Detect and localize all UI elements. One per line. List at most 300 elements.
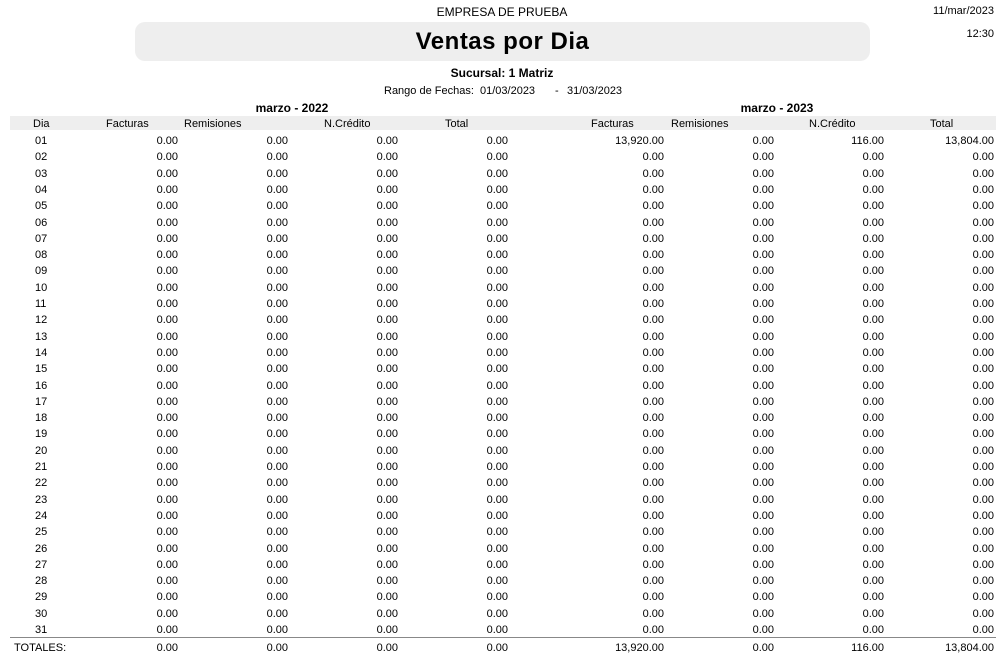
day-cell: 10 (35, 282, 48, 294)
value-cell: 0.00 (486, 380, 508, 392)
day-cell: 15 (35, 363, 48, 375)
value-cell: 0.00 (266, 428, 288, 440)
value-cell: 0.00 (156, 380, 178, 392)
value-cell: 0.00 (376, 510, 398, 522)
value-cell: 0.00 (972, 184, 994, 196)
value-cell: 0.00 (972, 559, 994, 571)
day-cell: 02 (35, 151, 48, 163)
value-cell: 0.00 (266, 494, 288, 506)
value-cell: 0.00 (972, 282, 994, 294)
value-cell: 0.00 (642, 624, 664, 636)
value-cell: 0.00 (752, 494, 774, 506)
value-cell: 0.00 (642, 233, 664, 245)
day-cell: 03 (35, 168, 48, 180)
value-cell: 0.00 (156, 331, 178, 343)
value-cell: 0.00 (156, 494, 178, 506)
value-cell: 0.00 (752, 412, 774, 424)
value-cell: 0.00 (972, 265, 994, 277)
value-cell: 0.00 (376, 412, 398, 424)
date-range-label: Rango de Fechas: (384, 85, 474, 97)
value-cell: 0.00 (486, 396, 508, 408)
value-cell: 0.00 (156, 461, 178, 473)
value-cell: 0.00 (642, 559, 664, 571)
value-cell: 0.00 (752, 591, 774, 603)
day-cell: 17 (35, 396, 48, 408)
column-header-facturas-2022: Facturas (106, 118, 149, 130)
value-cell: 0.00 (376, 526, 398, 538)
value-cell: 0.00 (486, 282, 508, 294)
value-cell: 0.00 (376, 217, 398, 229)
value-cell: 0.00 (642, 347, 664, 359)
value-cell: 0.00 (376, 249, 398, 261)
value-cell: 0.00 (972, 543, 994, 555)
value-cell: 0.00 (862, 282, 884, 294)
value-cell: 0.00 (752, 624, 774, 636)
value-cell: 0.00 (642, 575, 664, 587)
value-cell: 0.00 (972, 608, 994, 620)
value-cell: 0.00 (752, 168, 774, 180)
value-cell: 0.00 (266, 184, 288, 196)
value-cell: 0.00 (156, 445, 178, 457)
value-cell: 0.00 (642, 265, 664, 277)
day-cell: 24 (35, 510, 48, 522)
day-cell: 05 (35, 200, 48, 212)
day-cell: 11 (35, 298, 47, 310)
period-left-header: marzo - 2022 (255, 101, 329, 115)
day-cell: 22 (35, 477, 48, 489)
value-cell: 0.00 (376, 559, 398, 571)
value-cell: 0.00 (642, 249, 664, 261)
print-date: 11/mar/2023 (933, 5, 994, 17)
value-cell: 0.00 (266, 624, 288, 636)
value-cell: 0.00 (156, 363, 178, 375)
value-cell: 0.00 (266, 200, 288, 212)
value-cell: 0.00 (156, 591, 178, 603)
value-cell: 0.00 (862, 543, 884, 555)
date-range-separator: - (555, 85, 559, 97)
value-cell: 0.00 (752, 298, 774, 310)
value-cell: 0.00 (486, 477, 508, 489)
branch-label: Sucursal: 1 Matriz (450, 66, 554, 80)
value-cell: 0.00 (972, 380, 994, 392)
value-cell: 0.00 (376, 608, 398, 620)
day-cell: 30 (35, 608, 48, 620)
day-cell: 14 (35, 347, 48, 359)
value-cell: 0.00 (376, 575, 398, 587)
value-cell: 0.00 (156, 282, 178, 294)
value-cell: 0.00 (972, 526, 994, 538)
value-cell: 0.00 (266, 445, 288, 457)
value-cell: 13,920.00 (615, 135, 664, 147)
date-range-to: 31/03/2023 (567, 85, 623, 97)
value-cell: 0.00 (862, 445, 884, 457)
total-value-cell: 13,804.00 (945, 642, 994, 654)
value-cell: 0.00 (862, 477, 884, 489)
total-value-cell: 0.00 (156, 642, 178, 654)
value-cell: 0.00 (752, 428, 774, 440)
totals-label: TOTALES: (14, 642, 67, 654)
value-cell: 0.00 (752, 396, 774, 408)
value-cell: 0.00 (156, 477, 178, 489)
value-cell: 0.00 (752, 461, 774, 473)
total-value-cell: 0.00 (752, 642, 774, 654)
value-cell: 0.00 (752, 151, 774, 163)
value-cell: 0.00 (486, 428, 508, 440)
value-cell: 0.00 (376, 135, 398, 147)
column-header-total-2023: Total (930, 118, 954, 130)
value-cell: 0.00 (862, 608, 884, 620)
value-cell: 0.00 (752, 608, 774, 620)
value-cell: 0.00 (486, 249, 508, 261)
value-cell: 0.00 (752, 265, 774, 277)
day-cell: 19 (35, 428, 48, 440)
value-cell: 0.00 (972, 575, 994, 587)
value-cell: 0.00 (972, 168, 994, 180)
value-cell: 0.00 (266, 396, 288, 408)
column-header-facturas-2023: Facturas (591, 118, 634, 130)
value-cell: 0.00 (486, 559, 508, 571)
value-cell: 0.00 (642, 526, 664, 538)
value-cell: 0.00 (972, 331, 994, 343)
value-cell: 0.00 (156, 559, 178, 571)
day-cell: 07 (35, 233, 48, 245)
value-cell: 0.00 (266, 575, 288, 587)
value-cell: 0.00 (752, 282, 774, 294)
value-cell: 0.00 (156, 347, 178, 359)
value-cell: 0.00 (266, 331, 288, 343)
value-cell: 0.00 (642, 298, 664, 310)
total-value-cell: 13,920.00 (615, 642, 664, 654)
value-cell: 0.00 (972, 233, 994, 245)
value-cell: 0.00 (642, 380, 664, 392)
value-cell: 0.00 (642, 314, 664, 326)
day-cell: 28 (35, 575, 48, 587)
value-cell: 0.00 (862, 331, 884, 343)
value-cell: 0.00 (266, 477, 288, 489)
value-cell: 0.00 (156, 298, 178, 310)
value-cell: 0.00 (972, 217, 994, 229)
value-cell: 0.00 (486, 135, 508, 147)
value-cell: 0.00 (486, 217, 508, 229)
value-cell: 0.00 (266, 249, 288, 261)
value-cell: 0.00 (376, 477, 398, 489)
total-value-cell: 0.00 (266, 642, 288, 654)
value-cell: 0.00 (486, 412, 508, 424)
value-cell: 0.00 (376, 347, 398, 359)
value-cell: 0.00 (376, 461, 398, 473)
value-cell: 0.00 (862, 526, 884, 538)
value-cell: 0.00 (752, 331, 774, 343)
value-cell: 0.00 (862, 624, 884, 636)
value-cell: 0.00 (642, 461, 664, 473)
value-cell: 0.00 (486, 608, 508, 620)
value-cell: 0.00 (972, 249, 994, 261)
value-cell: 0.00 (972, 510, 994, 522)
value-cell: 0.00 (156, 526, 178, 538)
value-cell: 0.00 (972, 494, 994, 506)
value-cell: 0.00 (486, 543, 508, 555)
value-cell: 0.00 (972, 200, 994, 212)
value-cell: 0.00 (486, 591, 508, 603)
column-header-total-2022: Total (445, 118, 469, 130)
value-cell: 0.00 (376, 184, 398, 196)
value-cell: 0.00 (266, 380, 288, 392)
value-cell: 0.00 (752, 233, 774, 245)
value-cell: 0.00 (376, 445, 398, 457)
value-cell: 0.00 (486, 298, 508, 310)
value-cell: 0.00 (752, 347, 774, 359)
day-cell: 04 (35, 184, 48, 196)
value-cell: 0.00 (972, 477, 994, 489)
value-cell: 0.00 (486, 331, 508, 343)
value-cell: 0.00 (642, 217, 664, 229)
column-header-remisiones-2022: Remisiones (184, 118, 242, 130)
column-header-remisiones-2023: Remisiones (671, 118, 729, 130)
value-cell: 0.00 (376, 168, 398, 180)
day-cell: 29 (35, 591, 48, 603)
value-cell: 0.00 (752, 445, 774, 457)
value-cell: 0.00 (972, 314, 994, 326)
value-cell: 0.00 (266, 526, 288, 538)
value-cell: 0.00 (642, 363, 664, 375)
day-cell: 25 (35, 526, 48, 538)
value-cell: 0.00 (752, 200, 774, 212)
value-cell: 0.00 (266, 412, 288, 424)
value-cell: 0.00 (486, 510, 508, 522)
value-cell: 0.00 (486, 151, 508, 163)
value-cell: 0.00 (752, 217, 774, 229)
value-cell: 0.00 (266, 282, 288, 294)
value-cell: 0.00 (376, 494, 398, 506)
value-cell: 0.00 (862, 298, 884, 310)
value-cell: 0.00 (862, 380, 884, 392)
day-cell: 08 (35, 249, 48, 261)
value-cell: 0.00 (376, 265, 398, 277)
value-cell: 0.00 (862, 249, 884, 261)
value-cell: 116.00 (851, 135, 884, 147)
value-cell: 0.00 (486, 575, 508, 587)
value-cell: 0.00 (752, 184, 774, 196)
period-right-header: marzo - 2023 (740, 101, 814, 115)
value-cell: 0.00 (156, 217, 178, 229)
value-cell: 0.00 (376, 380, 398, 392)
value-cell: 0.00 (156, 510, 178, 522)
value-cell: 0.00 (972, 461, 994, 473)
value-cell: 0.00 (376, 233, 398, 245)
value-cell: 0.00 (862, 575, 884, 587)
value-cell: 0.00 (642, 445, 664, 457)
value-cell: 0.00 (642, 151, 664, 163)
value-cell: 0.00 (972, 347, 994, 359)
value-cell: 0.00 (156, 608, 178, 620)
value-cell: 0.00 (752, 314, 774, 326)
day-cell: 21 (35, 461, 48, 473)
value-cell: 0.00 (486, 314, 508, 326)
value-cell: 0.00 (156, 396, 178, 408)
value-cell: 0.00 (752, 526, 774, 538)
value-cell: 0.00 (486, 233, 508, 245)
value-cell: 0.00 (642, 184, 664, 196)
value-cell: 0.00 (486, 624, 508, 636)
value-cell: 0.00 (486, 494, 508, 506)
column-header-ncredito-2022: N.Crédito (324, 118, 371, 130)
totals-divider (10, 637, 996, 638)
value-cell: 0.00 (376, 428, 398, 440)
value-cell: 0.00 (376, 396, 398, 408)
value-cell: 0.00 (266, 314, 288, 326)
value-cell: 0.00 (972, 591, 994, 603)
value-cell: 0.00 (862, 412, 884, 424)
value-cell: 0.00 (156, 249, 178, 261)
value-cell: 0.00 (642, 477, 664, 489)
value-cell: 0.00 (156, 135, 178, 147)
value-cell: 0.00 (642, 608, 664, 620)
value-cell: 0.00 (486, 200, 508, 212)
value-cell: 0.00 (862, 314, 884, 326)
value-cell: 0.00 (752, 363, 774, 375)
day-cell: 23 (35, 494, 48, 506)
value-cell: 0.00 (486, 363, 508, 375)
value-cell: 0.00 (752, 135, 774, 147)
value-cell: 0.00 (266, 608, 288, 620)
value-cell: 0.00 (642, 282, 664, 294)
value-cell: 0.00 (156, 428, 178, 440)
column-header-ncredito-2023: N.Crédito (809, 118, 856, 130)
value-cell: 0.00 (266, 510, 288, 522)
value-cell: 0.00 (486, 347, 508, 359)
value-cell: 0.00 (972, 396, 994, 408)
value-cell: 0.00 (862, 347, 884, 359)
value-cell: 0.00 (266, 135, 288, 147)
value-cell: 0.00 (752, 575, 774, 587)
day-cell: 09 (35, 265, 48, 277)
date-range-from: 01/03/2023 (480, 85, 536, 97)
value-cell: 0.00 (862, 217, 884, 229)
day-cell: 31 (35, 624, 48, 636)
value-cell: 0.00 (752, 559, 774, 571)
value-cell: 0.00 (266, 151, 288, 163)
day-cell: 18 (35, 412, 48, 424)
value-cell: 0.00 (266, 217, 288, 229)
value-cell: 0.00 (862, 265, 884, 277)
value-cell: 0.00 (266, 298, 288, 310)
value-cell: 0.00 (642, 200, 664, 212)
value-cell: 0.00 (642, 331, 664, 343)
total-value-cell: 0.00 (376, 642, 398, 654)
value-cell: 0.00 (972, 363, 994, 375)
value-cell: 0.00 (156, 151, 178, 163)
value-cell: 0.00 (972, 624, 994, 636)
report-title: Ventas por Dia (415, 27, 590, 55)
value-cell: 0.00 (156, 314, 178, 326)
value-cell: 0.00 (972, 298, 994, 310)
value-cell: 0.00 (642, 543, 664, 555)
value-cell: 0.00 (156, 265, 178, 277)
value-cell: 0.00 (266, 363, 288, 375)
value-cell: 0.00 (376, 591, 398, 603)
day-cell: 26 (35, 543, 48, 555)
value-cell: 0.00 (266, 591, 288, 603)
value-cell: 0.00 (486, 461, 508, 473)
value-cell: 0.00 (862, 200, 884, 212)
value-cell: 0.00 (642, 510, 664, 522)
value-cell: 0.00 (486, 445, 508, 457)
value-cell: 0.00 (376, 543, 398, 555)
day-cell: 06 (35, 217, 48, 229)
value-cell: 0.00 (376, 624, 398, 636)
value-cell: 0.00 (266, 559, 288, 571)
day-cell: 16 (35, 380, 48, 392)
value-cell: 0.00 (642, 168, 664, 180)
value-cell: 0.00 (266, 168, 288, 180)
value-cell: 0.00 (752, 477, 774, 489)
value-cell: 0.00 (752, 380, 774, 392)
value-cell: 0.00 (156, 233, 178, 245)
value-cell: 0.00 (486, 526, 508, 538)
value-cell: 0.00 (156, 575, 178, 587)
value-cell: 0.00 (642, 591, 664, 603)
value-cell: 0.00 (862, 168, 884, 180)
value-cell: 0.00 (862, 151, 884, 163)
company-name: EMPRESA DE PRUEBA (436, 5, 568, 19)
day-cell: 12 (35, 314, 48, 326)
value-cell: 0.00 (862, 363, 884, 375)
value-cell: 0.00 (156, 543, 178, 555)
value-cell: 0.00 (642, 494, 664, 506)
total-value-cell: 0.00 (486, 642, 508, 654)
value-cell: 0.00 (862, 559, 884, 571)
value-cell: 0.00 (156, 624, 178, 636)
value-cell: 0.00 (376, 363, 398, 375)
value-cell: 0.00 (862, 233, 884, 245)
value-cell: 0.00 (156, 184, 178, 196)
value-cell: 0.00 (972, 445, 994, 457)
value-cell: 0.00 (376, 298, 398, 310)
value-cell: 0.00 (752, 543, 774, 555)
value-cell: 0.00 (486, 168, 508, 180)
value-cell: 0.00 (266, 265, 288, 277)
value-cell: 0.00 (266, 543, 288, 555)
day-cell: 13 (35, 331, 48, 343)
value-cell: 0.00 (862, 461, 884, 473)
value-cell: 0.00 (972, 412, 994, 424)
value-cell: 0.00 (642, 396, 664, 408)
value-cell: 0.00 (862, 591, 884, 603)
value-cell: 0.00 (266, 347, 288, 359)
value-cell: 0.00 (156, 168, 178, 180)
column-header-day: Dia (33, 118, 50, 130)
value-cell: 0.00 (376, 282, 398, 294)
value-cell: 0.00 (486, 265, 508, 277)
print-time: 12:30 (966, 28, 994, 40)
value-cell: 0.00 (862, 396, 884, 408)
total-value-cell: 116.00 (851, 642, 884, 654)
value-cell: 0.00 (752, 510, 774, 522)
value-cell: 0.00 (642, 428, 664, 440)
value-cell: 0.00 (862, 510, 884, 522)
day-cell: 27 (35, 559, 48, 571)
value-cell: 0.00 (376, 200, 398, 212)
value-cell: 0.00 (376, 331, 398, 343)
value-cell: 0.00 (752, 249, 774, 261)
value-cell: 0.00 (266, 233, 288, 245)
report-title-box (135, 22, 870, 61)
value-cell: 0.00 (972, 428, 994, 440)
value-cell: 0.00 (972, 151, 994, 163)
day-cell: 01 (35, 135, 48, 147)
value-cell: 0.00 (642, 412, 664, 424)
value-cell: 13,804.00 (945, 135, 994, 147)
